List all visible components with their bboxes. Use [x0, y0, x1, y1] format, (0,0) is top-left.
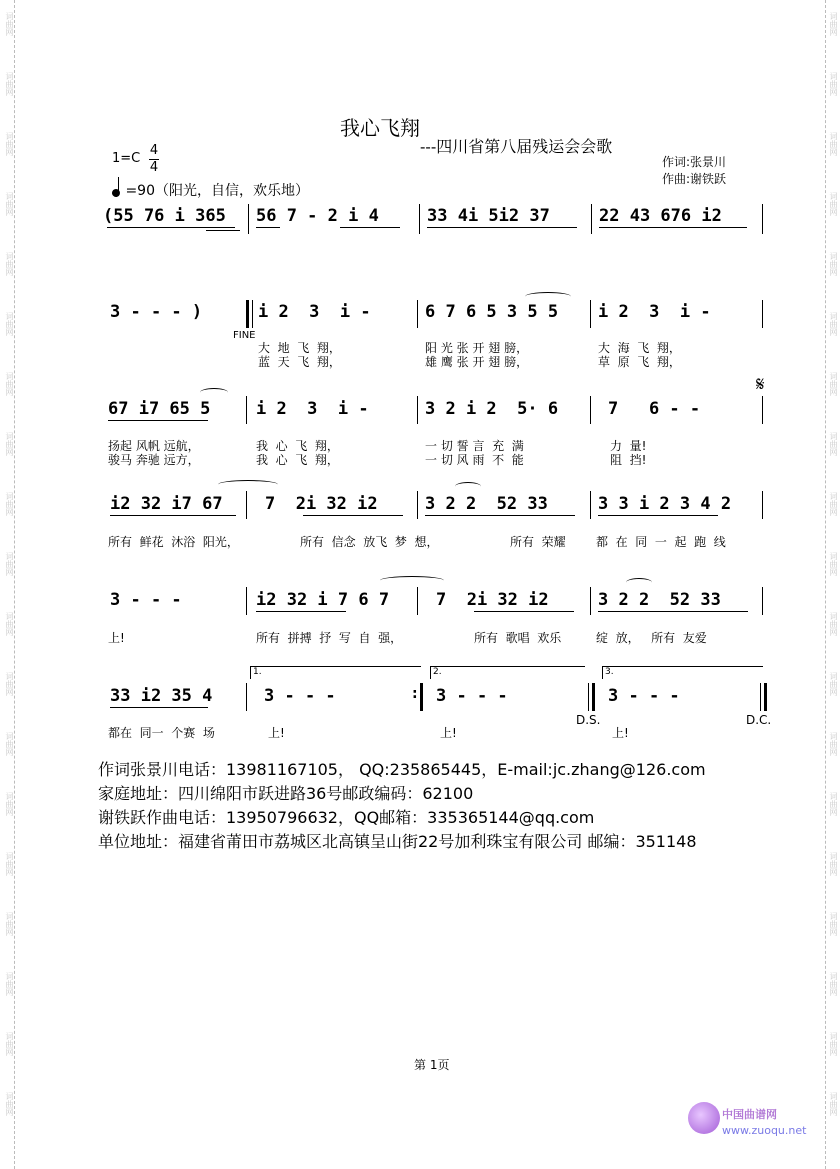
lyric-line: 所有 鲜花 沐浴 阳光， [108, 535, 239, 549]
lyric-line: 所有 歌唱 欢乐 [474, 631, 562, 645]
watermark-text: 词曲网 [829, 192, 838, 216]
lyric-line: 扬起 风帆 远航， [108, 439, 200, 453]
song-title: 我心飞翔 [340, 116, 420, 140]
key-signature: 1=C [112, 151, 141, 166]
measure: 3 3 i 2 3 4 2 [598, 494, 732, 514]
watermark-text: 词曲网 [829, 852, 838, 876]
measure: 3 2 i 2 5· 6 [425, 399, 559, 419]
beam [599, 227, 747, 228]
contact-line: 家庭地址：四川绵阳市跃进路36号邮政编码：62100 [98, 784, 474, 803]
slur [218, 480, 278, 489]
watermark-text: 词曲网 [5, 132, 14, 156]
beam [598, 611, 748, 612]
lyric-line: 上! [108, 631, 125, 645]
site-logo[interactable] [688, 1102, 808, 1142]
measure: i 2 3 i - [256, 399, 369, 419]
lyric-line: 所有 拼搏 抒 写 自 强， [256, 631, 403, 645]
beam [340, 227, 400, 228]
slur [380, 576, 444, 585]
beam [474, 611, 574, 612]
watermark-text: 词曲网 [5, 12, 14, 36]
final-barline [764, 683, 767, 711]
barline [417, 396, 418, 424]
measure: i 2 3 i - [598, 302, 711, 322]
lyric-line: 大 海 飞 翔， [598, 341, 681, 355]
measure: 3 - - - ) [110, 302, 203, 322]
watermark-text: 词曲网 [5, 72, 14, 96]
lyric-line: 一 切 誓 言 充 满 [425, 439, 524, 453]
watermark-text: 词曲网 [829, 492, 838, 516]
beam [598, 515, 718, 516]
watermark-text: 词曲网 [829, 732, 838, 756]
tempo-marking [112, 180, 309, 200]
watermark-text: 词曲网 [5, 792, 14, 816]
lyric-line: 绽 放， 所有 友爱 [596, 631, 707, 645]
watermark-text: 词曲网 [5, 612, 14, 636]
slur [200, 388, 228, 397]
slur [626, 578, 652, 587]
measure: 3 - - - [110, 590, 182, 610]
watermark-text: 词曲网 [829, 552, 838, 576]
beam [427, 227, 577, 228]
segno-icon: 𝄋 [756, 372, 765, 396]
beam [256, 227, 280, 228]
watermark-text: 词曲网 [5, 432, 14, 456]
lyric-line: 力 量! [610, 439, 647, 453]
time-signature-top: 4 [149, 143, 159, 158]
double-barline [592, 683, 595, 711]
lyric-line: 上! [440, 726, 457, 740]
time-signature-bottom: 4 [149, 160, 159, 175]
watermark-text: 词曲网 [829, 312, 838, 336]
watermark-text: 词曲网 [5, 852, 14, 876]
watermark-text: 词曲网 [5, 192, 14, 216]
watermark-text: 词曲网 [5, 1092, 14, 1116]
barline [248, 204, 249, 234]
barline [762, 300, 763, 328]
measure: 67 i7 65 5 [108, 399, 211, 419]
lyric-line: 蓝 天 飞 翔， [258, 355, 341, 369]
repeat-barline [420, 683, 423, 711]
logo-icon [688, 1102, 720, 1134]
watermark-text: 词曲网 [5, 732, 14, 756]
measure: i2 32 i7 67 [110, 494, 223, 514]
watermark-text: 词曲网 [5, 1032, 14, 1056]
lyric-line: 都 在 同 一 起 跑 线 [596, 535, 726, 549]
watermark-text: 词曲网 [829, 72, 838, 96]
watermark-text: 词曲网 [829, 672, 838, 696]
watermark-text: 词曲网 [5, 312, 14, 336]
song-subtitle: ---四川省第八届残运会会歌 [420, 137, 613, 156]
measure: 7 2i 32 i2 [436, 590, 549, 610]
measure: 7 2i 32 i2 [265, 494, 378, 514]
watermark-text: 词曲网 [829, 372, 838, 396]
beam [425, 515, 575, 516]
measure: 56 7 - 2 i 4 [256, 206, 379, 226]
barline [246, 587, 247, 615]
slur [525, 292, 571, 301]
page-number: 第 1页 [414, 1058, 450, 1072]
measure: 3 2 2 52 33 [598, 590, 721, 610]
lyric-line: 上! [612, 726, 629, 740]
watermark-text: 词曲网 [5, 252, 14, 276]
ds-marking: D.S. [576, 713, 601, 727]
measure: i 2 3 i - [258, 302, 371, 322]
watermark-text: 词曲网 [5, 912, 14, 936]
watermark-text: 词曲网 [829, 252, 838, 276]
volta-3: 3. [602, 666, 763, 679]
lyric-line: 上! [268, 726, 285, 740]
lyric-line: 阻 挡! [610, 453, 647, 467]
watermark-text: 词曲网 [829, 12, 838, 36]
lyric-line: 所有 荣耀 [510, 535, 566, 549]
barline [590, 300, 591, 328]
dc-marking: D.C. [746, 713, 772, 727]
barline [762, 204, 763, 234]
measure: 22 43 676 i2 [599, 206, 722, 226]
watermark-text: 词曲网 [5, 372, 14, 396]
barline [762, 491, 763, 519]
measure: 3 2 2 52 33 [425, 494, 548, 514]
barline [417, 587, 418, 615]
watermark-text: 词曲网 [829, 132, 838, 156]
barline [760, 683, 761, 711]
composer-credit: 作曲:谢铁跃 [662, 172, 727, 186]
watermark-text: 词曲网 [5, 672, 14, 696]
time-signature [149, 143, 159, 176]
watermark-text: 词曲网 [5, 552, 14, 576]
barline [590, 491, 591, 519]
tempo-text: =90（阳光，自信，欢乐地） [125, 183, 309, 199]
fine-marking: FINE [233, 330, 256, 341]
beam [107, 227, 235, 228]
watermark-text: 词曲网 [829, 972, 838, 996]
lyric-line: 大 地 飞 翔， [258, 341, 341, 355]
watermark-text: 词曲网 [829, 1092, 838, 1116]
lyric-line: 草 原 飞 翔， [598, 355, 681, 369]
measure: (55 76 i 365 [103, 206, 226, 226]
measure: 7 6 - - [608, 399, 701, 419]
beam [108, 420, 208, 421]
watermark-text: 词曲网 [829, 912, 838, 936]
watermark-text: 词曲网 [5, 492, 14, 516]
barline [417, 300, 418, 328]
barline [246, 491, 247, 519]
quarter-note-icon [111, 188, 121, 198]
lyric-line: 一 切 风 雨 不 能 [425, 453, 524, 467]
volta-1: 1. [250, 666, 421, 679]
contact-line: 单位地址：福建省莆田市荔城区北高镇呈山街22号加利珠宝有限公司 邮编：351148 [98, 832, 697, 851]
contact-line: 谢铁跃作曲电话：13950796632，QQ邮箱：335365144@qq.com [98, 808, 595, 827]
barline [417, 491, 418, 519]
lyricist-credit: 作词:张景川 [662, 155, 727, 169]
measure: 33 i2 35 4 [110, 686, 213, 706]
measure: 6 7 6 5 3 5 5 [425, 302, 559, 322]
lyric-line: 所有 信念 放飞 梦 想， [300, 535, 439, 549]
barline [419, 204, 420, 234]
double-barline [246, 300, 249, 328]
lyric-line: 阳 光 张 开 翅 膀， [425, 341, 529, 355]
lyric-line: 骏马 奔驰 远方， [108, 453, 200, 467]
lyric-line: 都在 同一 个赛 场 [108, 726, 215, 740]
watermark-text: 词曲网 [829, 432, 838, 456]
logo-url: www.zuoqu.net [722, 1124, 807, 1137]
lyric-line: 我 心 飞 翔， [256, 439, 339, 453]
barline [590, 396, 591, 424]
volta-2: 2. [430, 666, 585, 679]
measure: 3 - - - [608, 686, 680, 706]
beam [206, 230, 240, 231]
barline [252, 300, 253, 328]
slur [455, 482, 481, 491]
measure: i2 32 i 7 6 7 [256, 590, 390, 610]
lyric-line: 雄 鹰 张 开 翅 膀， [425, 355, 529, 369]
measure: 3 - - - [264, 686, 336, 706]
barline [590, 587, 591, 615]
repeat-dots: : [412, 686, 418, 702]
barline [762, 587, 763, 615]
logo-title: 中国曲谱网 [722, 1108, 777, 1121]
lyric-line: 我 心 飞 翔， [256, 453, 339, 467]
beam [256, 611, 346, 612]
measure: 3 - - - [436, 686, 508, 706]
watermark-text: 词曲网 [829, 1032, 838, 1056]
beam [110, 707, 208, 708]
watermark-text: 词曲网 [5, 972, 14, 996]
barline [591, 204, 592, 234]
watermark-text: 词曲网 [829, 612, 838, 636]
contact-line: 作词张景川电话：13981167105， QQ:235865445，E-mail:jc.zhang@126.com [98, 760, 706, 779]
measure: 33 4i 5i2 37 [427, 206, 550, 226]
watermark-text: 词曲网 [829, 792, 838, 816]
beam [110, 515, 236, 516]
barline [762, 396, 763, 424]
beam [303, 515, 403, 516]
barline [588, 683, 589, 711]
barline [246, 396, 247, 424]
barline [246, 683, 247, 711]
